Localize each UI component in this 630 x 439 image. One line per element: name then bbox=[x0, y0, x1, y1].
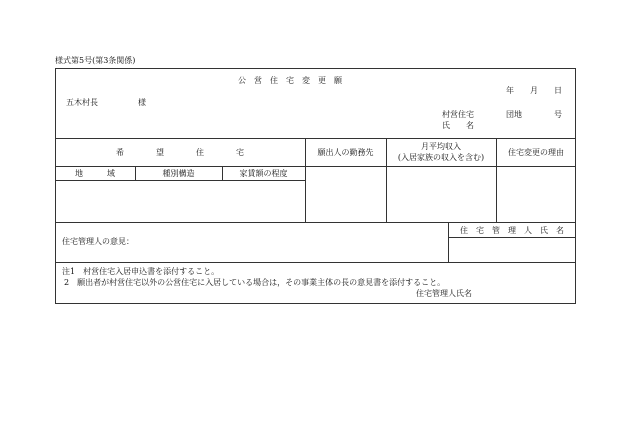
manager-name-label: 住 宅 管 理 人 氏 名 bbox=[460, 226, 564, 235]
note-2: 2 願出者が村営住宅以外の公営住宅に入居している場合は，その事業主体の長の意見書を添付すること。 bbox=[64, 278, 446, 287]
divider-subheader bbox=[55, 180, 305, 181]
form-label: 様式第5号(第3条関係) bbox=[55, 56, 136, 65]
header-avg-income-line1: 月平均収入 bbox=[421, 142, 461, 151]
divider-header bbox=[55, 138, 576, 139]
header-applicant-workplace: 願出人の勤務先 bbox=[317, 148, 374, 157]
subheader-rent-level: 家賃額の程度 bbox=[239, 169, 288, 178]
applicant-housing-line: 村営住宅 団地 号 bbox=[442, 110, 562, 119]
header-change-reason: 住宅変更の理由 bbox=[508, 148, 564, 157]
applicant-name-line: 氏 名 bbox=[442, 121, 474, 130]
divider-manager-name bbox=[448, 237, 576, 238]
header-avg-income-line2: (入居家族の収入を含む) bbox=[397, 153, 485, 162]
header-desired-housing: 希 望 住 宅 bbox=[116, 148, 244, 157]
subheader-type-structure: 種別構造 bbox=[162, 169, 195, 178]
date-line: 年 月 日 bbox=[506, 86, 562, 95]
note-1: 注1 村営住宅入居申込書を添付すること。 bbox=[62, 267, 220, 276]
divider-notes bbox=[55, 262, 576, 263]
form-title: 公 営 住 宅 変 更 願 bbox=[238, 76, 342, 85]
manager-opinion-label: 住宅管理人の意見： bbox=[62, 237, 134, 246]
signature-label: 住宅管理人氏名 bbox=[416, 289, 472, 298]
subheader-area: 地 域 bbox=[75, 169, 115, 178]
divider-table-header bbox=[55, 166, 576, 167]
divider-table-bottom bbox=[55, 222, 576, 223]
addressee: 五木村長 様 bbox=[66, 98, 146, 107]
